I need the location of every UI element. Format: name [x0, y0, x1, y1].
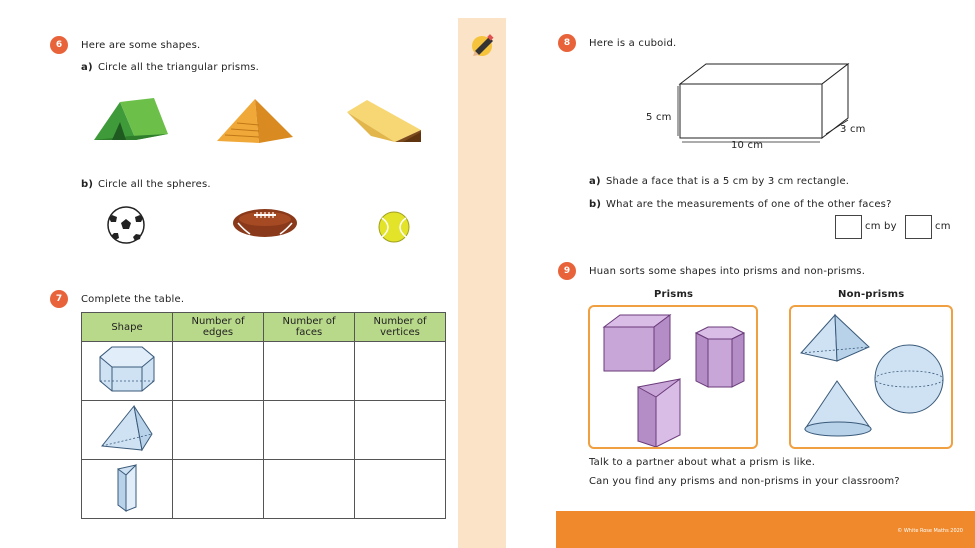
- answer-unit-2: cm: [935, 221, 951, 232]
- q6-part-a-label: a): [81, 62, 93, 73]
- q6-intro: Here are some shapes.: [81, 40, 201, 51]
- vertices-cell[interactable]: [355, 342, 446, 401]
- yellow-triangular-prism[interactable]: [345, 98, 425, 144]
- header-faces: [264, 313, 355, 342]
- faces-cell[interactable]: [264, 401, 355, 460]
- q9-intro: Huan sorts some shapes into prisms and non-prisms.: [589, 266, 866, 277]
- triangular-prism-shape: [96, 461, 158, 513]
- shape-cell-pyramid: [82, 401, 173, 460]
- q9-find-text: Can you find any prisms and non-prisms in your classroom?: [589, 476, 900, 487]
- q8-part-a-text: Shade a face that is a 5 cm by 3 cm rectangle.: [606, 176, 850, 187]
- header-faces-label: Number of faces: [282, 316, 336, 338]
- header-edges-label: Number of edges: [191, 316, 245, 338]
- american-football[interactable]: [230, 206, 300, 240]
- height-label: 5 cm: [646, 112, 672, 123]
- q7-intro: Complete the table.: [81, 294, 185, 305]
- faces-cell[interactable]: [264, 342, 355, 401]
- answer-box-2[interactable]: [905, 215, 932, 239]
- shape-cell-cube: [82, 342, 173, 401]
- table-row: [82, 460, 446, 519]
- answer-box-1[interactable]: [835, 215, 862, 239]
- table-row: [82, 401, 446, 460]
- q6-part-b-label: b): [81, 179, 94, 190]
- shape-cell-prism: [82, 460, 173, 519]
- hexagonal-prism-shape: [96, 343, 158, 395]
- soccer-ball[interactable]: [100, 205, 152, 245]
- nonprisms-shapes: [791, 307, 951, 447]
- tennis-ball[interactable]: [376, 211, 412, 243]
- tetrahedron-shape: [96, 402, 158, 454]
- q6-part-a-text: Circle all the triangular prisms.: [98, 62, 260, 73]
- orange-pyramid[interactable]: [215, 97, 295, 145]
- question-number-7: 7: [50, 290, 68, 308]
- copyright-text: © White Rose Maths 2020: [897, 528, 963, 534]
- prisms-heading: Prisms: [654, 289, 694, 300]
- shape-properties-table: [81, 312, 446, 519]
- vertices-cell[interactable]: [355, 401, 446, 460]
- header-shape-label: Shape: [111, 321, 143, 333]
- question-number-6: 6: [50, 36, 68, 54]
- q8-part-b-label: b): [589, 199, 602, 210]
- footer-bar: [556, 511, 975, 548]
- header-vertices-label: Number of vertices: [373, 316, 427, 338]
- prisms-shapes: [590, 307, 756, 447]
- nonprisms-box: [789, 305, 953, 449]
- edges-cell[interactable]: [173, 342, 264, 401]
- faces-cell[interactable]: [264, 460, 355, 519]
- cuboid-diagram: [676, 62, 856, 146]
- vertices-cell[interactable]: [355, 460, 446, 519]
- edges-cell[interactable]: [173, 460, 264, 519]
- prisms-box: [588, 305, 758, 449]
- header-vertices: [355, 313, 446, 342]
- nonprisms-heading: Non-prisms: [838, 289, 905, 300]
- header-shape: [82, 313, 173, 342]
- table-header-row: [82, 313, 446, 342]
- edges-cell[interactable]: [173, 401, 264, 460]
- page-divider-strip: [458, 18, 506, 548]
- q6-part-b-text: Circle all the spheres.: [98, 179, 211, 190]
- q8-part-b-text: What are the measurements of one of the other faces?: [606, 199, 892, 210]
- length-label: 10 cm: [731, 140, 764, 151]
- q8-part-a-label: a): [589, 176, 601, 187]
- answer-unit-1: cm by: [865, 221, 897, 232]
- depth-label: 3 cm: [840, 124, 866, 135]
- q8-intro: Here is a cuboid.: [589, 38, 677, 49]
- pencil-icon: [467, 32, 497, 56]
- table-row: [82, 342, 446, 401]
- green-tent-prism[interactable]: [90, 98, 170, 144]
- header-edges: [173, 313, 264, 342]
- question-number-9: 9: [558, 262, 576, 280]
- question-number-8: 8: [558, 34, 576, 52]
- q9-talk-text: Talk to a partner about what a prism is like.: [589, 457, 816, 468]
